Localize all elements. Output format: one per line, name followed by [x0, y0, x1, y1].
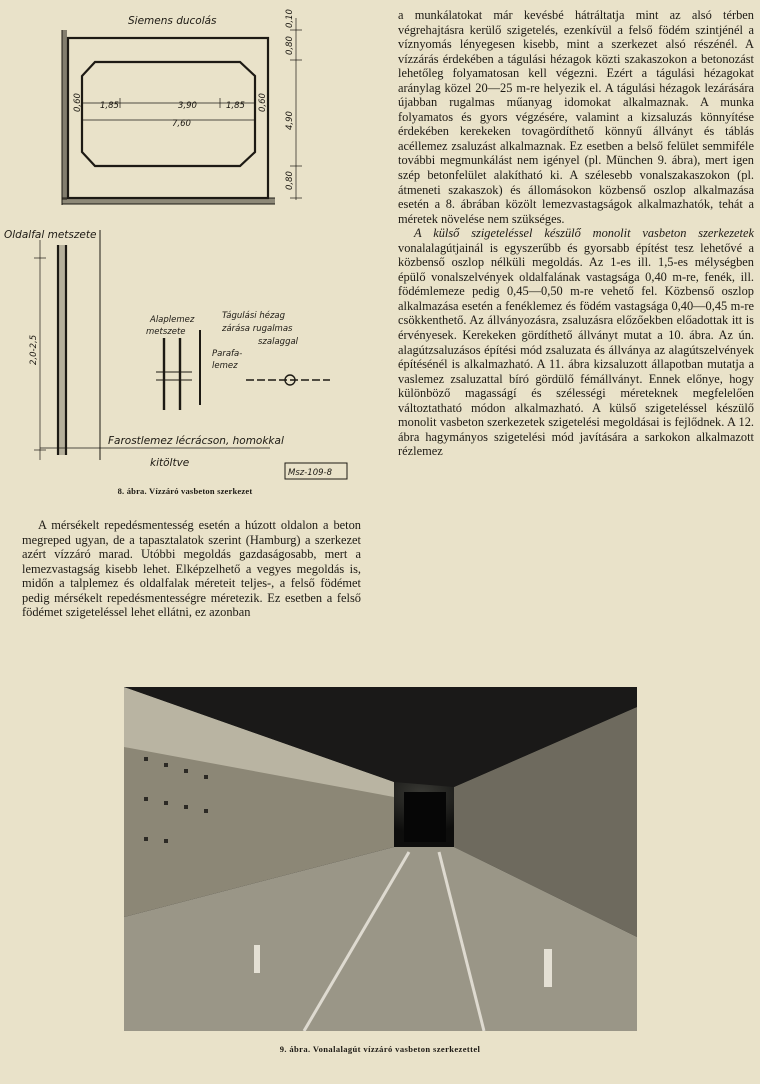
- figure-8-drawing: [0, 0, 370, 490]
- dim-d2: 3,90: [178, 101, 197, 111]
- left-paragraph: A mérsékelt repedésmentesség esetén a húzott oldalon a beton megreped ugyan, de a tapasztalatok szerint (Hamburg) a szerkezet azért vízzáró marad. Utóbbi megoldás gazdaságosabb, mert a lemezvastagság kisebb lehet. Elképzelhető a vegyes megoldás is, midőn a talplemez és oldalfalak méreteit teljes-, a felső födémet pedig mérsékelt repedésmentességre méretezik. Ez esetben a felső födémet szigeteléssel lehet ellátni, ez azonban: [22, 518, 361, 620]
- dim-h4: 0,10: [285, 9, 295, 28]
- left-column: [22, 518, 361, 620]
- label-parafa-line1: Parafa-: [212, 349, 243, 359]
- figure-9-caption: 9. ábra. Vonalalagút vízzáró vasbeton szerkezettel: [279, 1044, 481, 1054]
- label-ducolas: Siemens ducolás: [128, 15, 217, 27]
- dim-d1: 1,85: [100, 101, 119, 111]
- right-paragraph-1: a munkálatokat már kevésbé hátráltatja mint az alsó térben végrehajtásra kerülő szigetelés, ezenkívül a felső födém szintjénél a víznyomás lényegesen kisebb, mint a szerkezet alsó részénél. A vízzárás érdekében a tágulási hézagok közti szakaszokon a betonozást lehetőleg folyamatosan kell végezni. Ezért a tágulási hézagokat aránylag közel 20—25 m-re helyezik el. A tágulási hézagok lezárására újabban rugalmas műanyag idomokat alkalmaznak. A munka folyamatos és gyors végzésére, valamint a kizsaluzás könnyítése érdekében kerekeken tovagördíthető könnyű állványt és táblás acéllemez zsaluzást alkalmaznak. Ez esetben a belső felület semmiféle további megmunkálást nem igényel (pl. München 9. ábra), mert igen szép betonfelület alakítható ki. A szélesebb vonalszakaszokon (pl. átmeneti szakaszok) és állomásokon közbenső oszlop alkalmazása esetén a 8. ábrában közölt lemezvastagságok alkalmazhatók, tehát a méretek növelése nem szükséges.: [398, 8, 754, 226]
- tunnel-photo: [124, 687, 637, 1031]
- label-alaplemez-line2: metszete: [146, 327, 186, 337]
- label-oldalfal: Oldalfal metszete: [4, 229, 97, 241]
- figure-8: [0, 0, 370, 500]
- dim-h3: 0,80: [285, 36, 295, 55]
- label-hezag-line2: zárása rugalmas: [222, 324, 293, 334]
- label-hezag-line3: szalaggal: [258, 337, 299, 347]
- dim-h6: 0,80: [285, 171, 295, 190]
- right-paragraph-2-lead: A külső szigeteléssel készülő monolit vasbeton szerkezetek: [414, 226, 754, 241]
- dim-h1: 0,60: [73, 93, 83, 112]
- dim-h2: 0,60: [258, 93, 268, 112]
- figure-8-caption: 8. ábra. Vízzáró vasbeton szerkezet: [117, 486, 253, 496]
- label-alaplemez-line1: Alaplemez: [150, 315, 195, 325]
- dim-h7: 2,0-2,5: [29, 334, 39, 365]
- label-hezag-line1: Tágulási hézag: [222, 311, 286, 321]
- right-paragraph-2: [398, 226, 754, 459]
- label-parafa-line2: lemez: [212, 361, 238, 371]
- dim-d4: 7,60: [172, 119, 191, 129]
- dim-h5: 4,90: [285, 111, 295, 130]
- label-kitoltve: kitöltve: [150, 457, 190, 469]
- label-stamp: Msz-109-8: [288, 468, 332, 478]
- right-column: [398, 8, 754, 459]
- right-paragraph-2-rest: vonalalagútjainál is egyszerűbb és gyorsabb építést tesz lehetővé a közbenső oszlop nélküli megoldás. Az 1-es ill. 1,5-es mélységben épülő vonalszelvények oldalfalának vastagsága 0,40 m-re, fenék, ill. födémlemeze pedig 0,45—0,50 m-re vehető fel. Közbenső oszlop alkalmazása esetén a fenéklemez és födém vastagsága 0,40—0,45 m-re csökkenthető. Az állványozásra, zsaluzásra előzőekben előadottak itt is érvényesek. Kerekeken gördíthető állványt mutat a 10. ábra. Az ún. alagútzsaluzásos építési mód zsaluzata és állványa az alagútszelvények építésénél is alkalmazható. A 11. ábra kizsaluzott állapotban mutatja a vaslemez zsaluzattal bíró gördülő fémállványt. Ennek előnye, hogy különböző magasságí és szélességi méreteknek megfelelően változtatható módon alkalmazható. A külső szigeteléssel készülő monolit vasbeton szerkezetek szigetelési megoldásai is fejlődnek. A 12. ábra hagymányos szigetelési mód javítására a sarkokon alkalmazott rézlemez: [398, 240, 754, 459]
- dim-d3: 1,85: [226, 101, 245, 111]
- label-farost: Farostlemez lécrácson, homokkal: [108, 435, 284, 447]
- figure-9-photo: [124, 687, 637, 1031]
